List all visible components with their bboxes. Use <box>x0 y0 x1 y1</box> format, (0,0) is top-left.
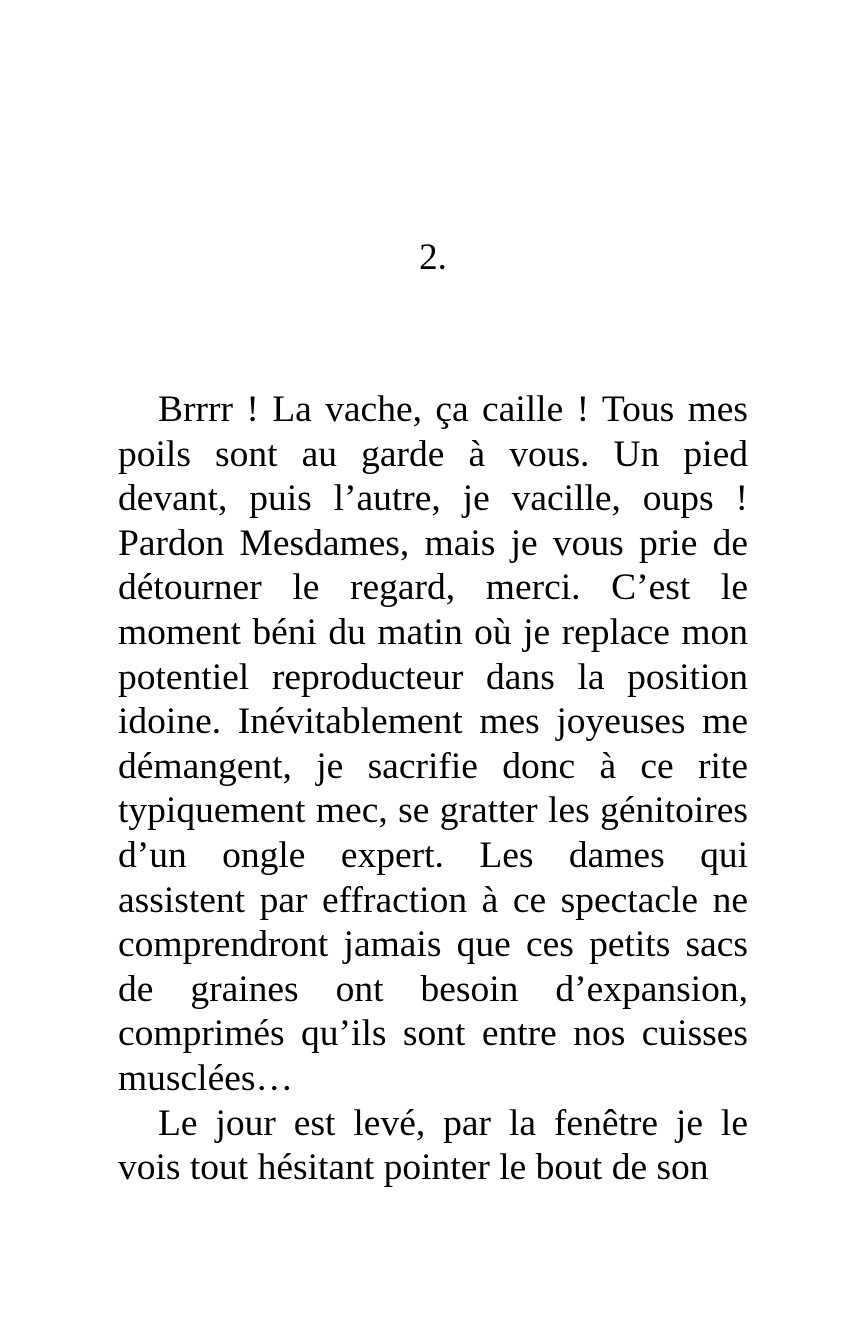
paragraph-1: Brrrr ! La vache, ça caille ! Tous mes poils sont au garde à vous. Un pied devant, puis l’autre, je vacille, oups ! Pardon Mesdames, mais je vous prie de détourner le regard, merci. C’est le moment béni du matin où je replace mon potentiel reproducteur dans la position idoine. Inévitablement mes joyeuses me démangent, je sacrifie donc à ce rite typiquement mec, se gratter les génitoires d’un ongle expert. Les dames qui assistent par effraction à ce spectacle ne comprendront jamais que ces petits sacs de graines ont besoin d’expansion, comprimés qu’ils sont entre nos cuisses musclées… <box>118 389 748 1099</box>
chapter-number: 2. <box>419 237 447 278</box>
paragraph-2: Le jour est levé, par la fenêtre je le vois tout hésitant pointer le bout de son <box>118 1102 748 1189</box>
chapter-body <box>118 388 748 1191</box>
